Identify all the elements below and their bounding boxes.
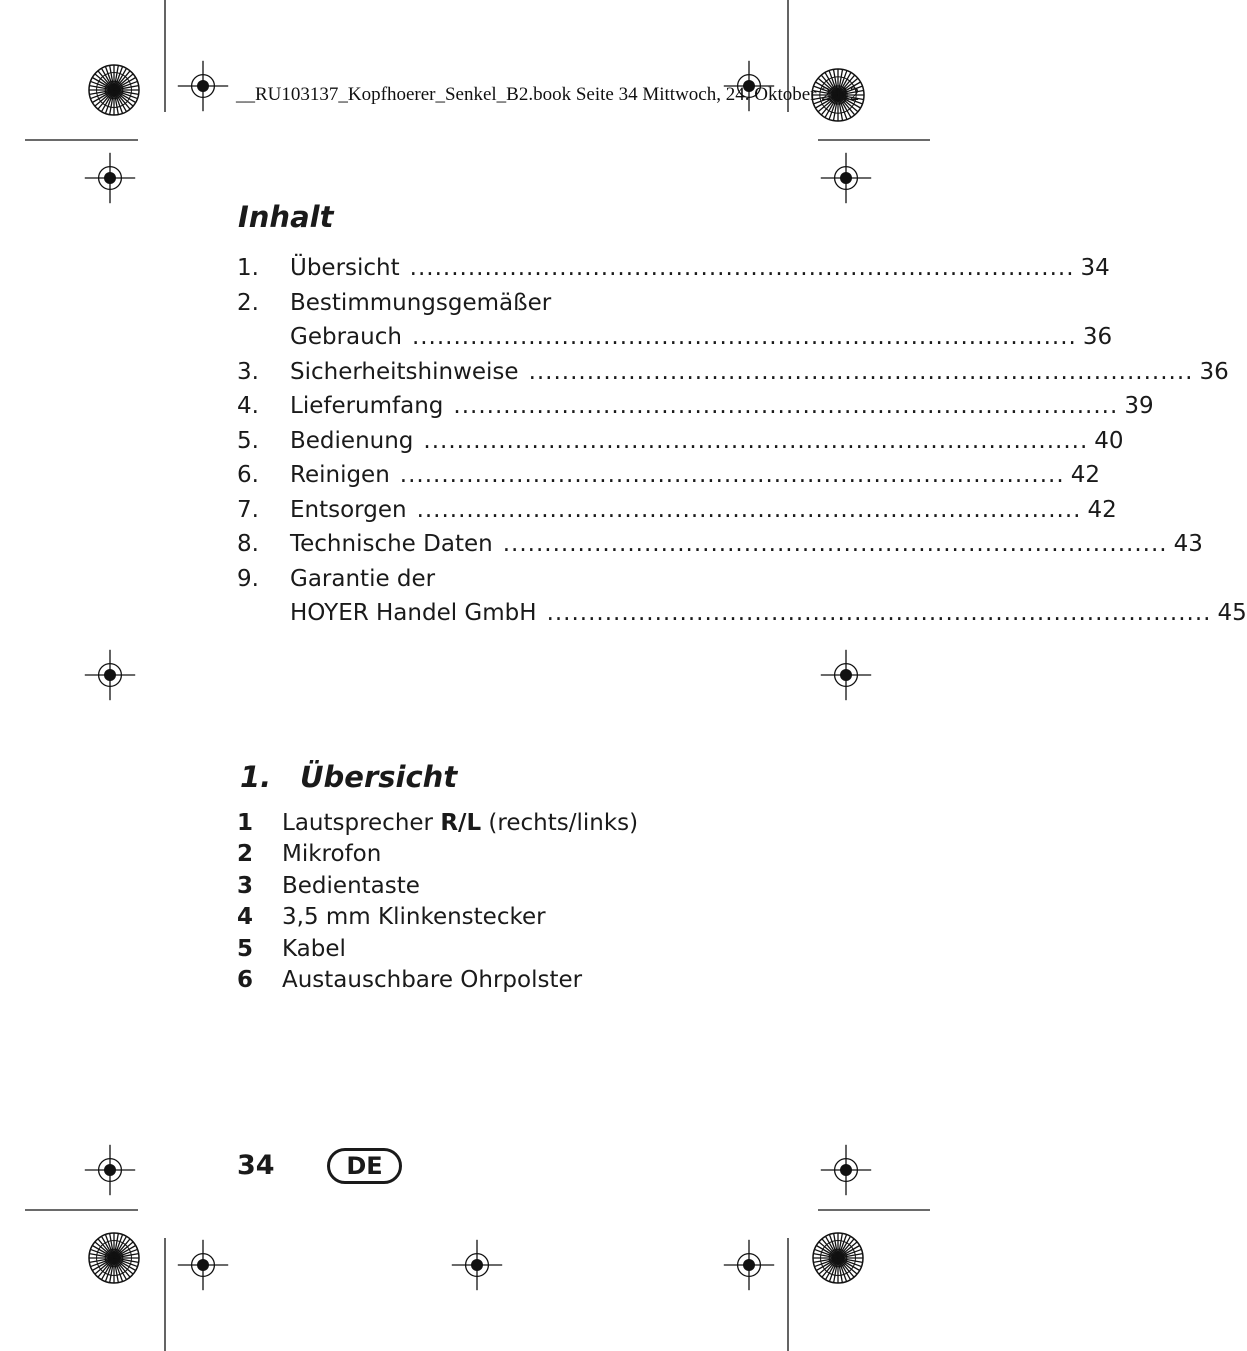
toc-entry <box>237 427 1124 460</box>
registration-quadrant <box>846 1164 852 1170</box>
part-description <box>282 904 546 930</box>
registration-quadrant <box>203 1265 209 1271</box>
part-bold-label: R/L <box>440 810 482 836</box>
toc-entry-page: 36 <box>1199 358 1229 385</box>
registration-quadrant <box>110 675 116 681</box>
registration-quadrant <box>203 80 209 86</box>
registration-quadrant <box>197 86 203 92</box>
toc-dot-leader: ................................................................................ <box>399 462 1065 488</box>
toc-dot-leader: ................................................................................ <box>409 255 1075 281</box>
part-text: Mikrofon <box>282 841 382 868</box>
section-number: 1. <box>240 760 272 794</box>
toc-entry-label: Übersicht <box>290 255 400 281</box>
toc-entry-number: 8. <box>237 531 259 557</box>
registration-quadrant <box>840 1164 846 1170</box>
toc-entry-number: 2. <box>237 289 259 316</box>
registration-quadrant <box>846 178 852 184</box>
toc-entry-label: Lieferumfang <box>290 393 444 419</box>
part-description <box>282 841 381 867</box>
toc-entry-number: 1. <box>237 255 259 281</box>
part-number: 3 <box>237 872 254 899</box>
toc-entry-label: Gebrauch <box>290 324 402 350</box>
toc-entry-number: 3. <box>237 358 259 385</box>
toc-entry-label: Bedienung <box>290 427 414 454</box>
toc-dot-leader: ................................................................................ <box>546 600 1212 626</box>
toc-entry-page: 34 <box>1080 255 1110 281</box>
toc-dot-leader: ................................................................................ <box>502 531 1168 557</box>
registration-quadrant <box>846 675 852 681</box>
part-description <box>282 810 638 836</box>
toc-entry-label: Reinigen <box>290 462 390 488</box>
part-number: 2 <box>237 841 254 868</box>
registration-quadrant <box>840 669 846 675</box>
registration-quadrant <box>840 675 846 681</box>
registration-quadrant <box>749 1259 755 1265</box>
page-number: 34 <box>237 1150 275 1181</box>
registration-quadrant <box>104 669 110 675</box>
toc-entry-page: 40 <box>1094 427 1124 454</box>
registration-quadrant <box>104 1164 110 1170</box>
section-title: Übersicht <box>300 760 458 794</box>
registration-quadrant <box>110 669 116 675</box>
part-description <box>282 967 582 993</box>
registration-quadrant <box>104 675 110 681</box>
toc-entry-line <box>237 290 681 322</box>
toc-dot-leader: ................................................................................ <box>453 393 1119 419</box>
registration-quadrant <box>110 1164 116 1170</box>
registration-quadrant <box>104 1170 110 1176</box>
registration-quadrant <box>840 172 846 178</box>
part-description <box>282 936 346 962</box>
toc-entry-number: 9. <box>237 565 259 592</box>
toc-entry <box>237 531 1203 563</box>
registration-quadrant <box>197 1265 203 1271</box>
registration-quadrant <box>840 1170 846 1176</box>
registration-quadrant <box>203 1259 209 1265</box>
part-text: Kabel <box>282 935 346 962</box>
part-description <box>282 873 420 899</box>
toc-dot-leader: ................................................................................ <box>423 427 1089 454</box>
toc-entry-number: 5. <box>237 427 259 454</box>
toc-dot-leader: ................................................................................ <box>416 496 1082 523</box>
registration-quadrant <box>471 1259 477 1265</box>
toc-dot-leader: ................................................................................ <box>528 358 1194 385</box>
toc-entry <box>237 255 1110 287</box>
toc-entry-label-line: Bestimmungsgemäßer <box>290 289 552 316</box>
toc-entry-label-line: Garantie der <box>290 565 436 592</box>
registration-quadrant <box>197 80 203 86</box>
registration-quadrant <box>104 178 110 184</box>
toc-title: Inhalt <box>238 200 334 234</box>
registration-quadrant <box>104 172 110 178</box>
toc-entry <box>237 462 1100 494</box>
registration-quadrant <box>846 172 852 178</box>
toc-entry-page: 36 <box>1082 324 1113 350</box>
toc-entry <box>237 600 1247 632</box>
toc-entry-label: HOYER Handel GmbH <box>290 600 537 626</box>
registration-quadrant <box>110 1170 116 1176</box>
part-text: Lautsprecher <box>282 810 441 836</box>
registration-quadrant <box>846 1170 852 1176</box>
section-heading <box>240 760 457 794</box>
toc-entry <box>237 393 1154 425</box>
toc-entry-page: 42 <box>1070 462 1100 488</box>
toc-entry-label: Technische Daten <box>290 531 493 557</box>
toc-entry-page: 42 <box>1087 496 1117 523</box>
registration-quadrant <box>110 172 116 178</box>
registration-quadrant <box>840 178 846 184</box>
part-text: Austauschbare Ohrpolster <box>282 967 583 993</box>
registration-quadrant <box>477 1259 483 1265</box>
part-text-suffix: (rechts/links) <box>481 810 639 836</box>
registration-quadrant <box>743 1265 749 1271</box>
toc-entry <box>237 324 1113 356</box>
toc-entry-label: Sicherheitshinweise <box>290 358 519 385</box>
part-number: 4 <box>237 904 254 931</box>
part-number: 1 <box>237 810 254 836</box>
print-header-slug: __RU103137_Kopfhoerer_Senkel_B2.book Seite 34 Mittwoch, 24. Oktober 2012 <box>236 84 860 105</box>
registration-quadrant <box>197 1259 203 1265</box>
toc-entry-number: 7. <box>237 496 259 523</box>
registration-quadrant <box>471 1265 477 1271</box>
toc-entry <box>237 496 1117 529</box>
registration-quadrant <box>203 86 209 92</box>
toc-entry-number: 4. <box>237 393 259 419</box>
part-text: Bedientaste <box>282 872 420 899</box>
toc-dot-leader: ................................................................................ <box>411 324 1077 350</box>
part-number: 6 <box>237 967 254 993</box>
toc-entry-page: 43 <box>1173 531 1203 557</box>
registration-quadrant <box>477 1265 483 1271</box>
part-number: 5 <box>237 935 254 962</box>
registration-quadrant <box>110 178 116 184</box>
language-badge: DE <box>327 1148 402 1184</box>
toc-entry-number: 6. <box>237 462 259 488</box>
part-text: 3,5 mm Klinkenstecker <box>282 904 546 931</box>
registration-quadrant <box>743 1259 749 1265</box>
toc-entry-page: 39 <box>1124 393 1154 419</box>
toc-entry <box>237 358 1229 391</box>
registration-quadrant <box>749 1265 755 1271</box>
toc-entry-label: Entsorgen <box>290 496 407 523</box>
toc-entry-line <box>237 566 681 598</box>
toc-entry-page: 45 <box>1217 600 1247 626</box>
registration-quadrant <box>846 669 852 675</box>
